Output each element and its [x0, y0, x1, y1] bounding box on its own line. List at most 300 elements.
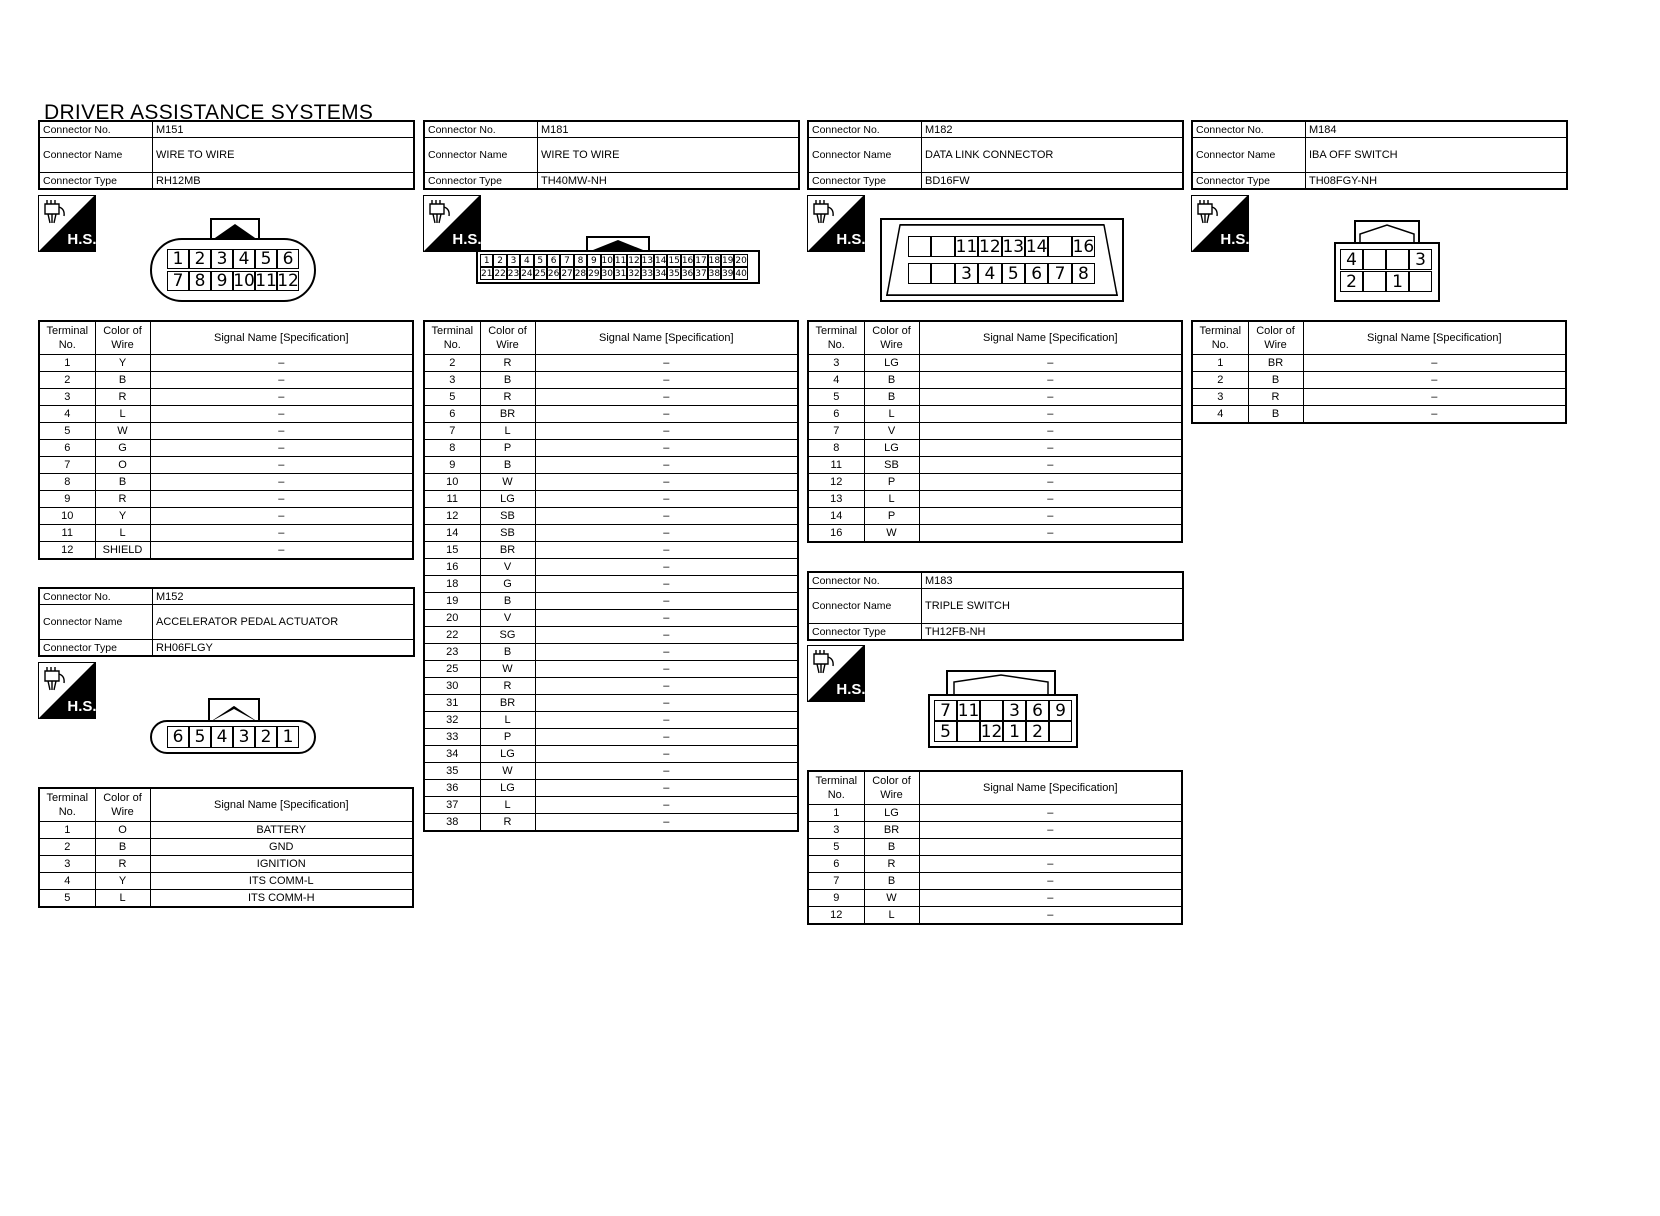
connector-pin: 23 [507, 268, 520, 279]
terminal-no-cell: 16 [808, 525, 864, 543]
connector-pin: 9 [1049, 700, 1072, 721]
connector-pin: 13 [641, 255, 654, 266]
connector-pin: 26 [547, 268, 560, 279]
connector-diagram-m183 [928, 670, 1078, 750]
connector-pin: 2 [493, 254, 506, 267]
connector-pin: 20 [735, 255, 747, 266]
connector-info-m184 [1191, 120, 1568, 190]
wire-color-cell: B [864, 839, 919, 856]
connector-pin: 6 [277, 249, 299, 269]
signal-name-cell: – [535, 627, 798, 644]
connector-pin: 5 [189, 726, 211, 748]
signal-name-cell: – [535, 389, 798, 406]
wire-color-cell: BR [480, 406, 535, 423]
table-row [39, 474, 413, 491]
terminal-no-cell: 12 [808, 474, 864, 491]
table-row [808, 508, 1182, 525]
terminal-no-cell: 1 [808, 805, 864, 822]
connector-pin [1363, 271, 1386, 292]
terminal-no-cell: 20 [424, 610, 480, 627]
signal-name-cell: – [535, 712, 798, 729]
table-row [424, 712, 798, 729]
connector-pin: 22 [494, 268, 506, 279]
table-row [424, 576, 798, 593]
wire-color-cell: G [480, 576, 535, 593]
wire-color-cell: L [480, 712, 535, 729]
signal-name-cell: – [919, 406, 1182, 423]
connector-no-value: M151 [153, 121, 415, 138]
terminal-no-cell: 12 [808, 907, 864, 925]
signal-name-cell: – [535, 372, 798, 389]
terminal-no-cell: 6 [424, 406, 480, 423]
signal-name-header: Signal Name [Specification] [150, 321, 413, 355]
connector-pin: 12 [628, 255, 640, 266]
signal-name-header: Signal Name [Specification] [150, 788, 413, 822]
table-row [424, 525, 798, 542]
connector-pin: 5 [534, 254, 547, 267]
terminal-table-m182 [807, 320, 1183, 543]
signal-name-cell: – [535, 355, 798, 372]
terminal-no-cell: 3 [808, 822, 864, 839]
connector-pin: 4 [978, 263, 1001, 284]
terminal-no-cell: 3 [39, 389, 95, 406]
signal-name-cell: – [535, 406, 798, 423]
signal-name-cell: – [535, 644, 798, 661]
signal-name-cell: – [535, 729, 798, 746]
harness-side-icon [38, 662, 96, 719]
connector-diagram-m182 [880, 218, 1124, 302]
terminal-no-cell: 8 [424, 440, 480, 457]
wire-color-cell: SB [480, 525, 535, 542]
connector-pin: 7 [934, 700, 957, 721]
wire-color-cell: LG [864, 440, 919, 457]
terminal-no-cell: 6 [808, 406, 864, 423]
wire-color-cell: B [864, 389, 919, 406]
wire-color-cell: B [95, 474, 150, 491]
connector-no-value: M183 [922, 572, 1184, 589]
terminal-no-cell: 15 [424, 542, 480, 559]
wire-color-cell: R [480, 389, 535, 406]
connector-info-m181 [423, 120, 800, 190]
connector-pin: 1 [167, 249, 189, 269]
connector-pin: 40 [735, 268, 747, 279]
signal-name-cell: – [150, 525, 413, 542]
wire-color-cell: G [95, 440, 150, 457]
signal-name-cell: – [535, 576, 798, 593]
wire-color-cell: P [480, 440, 535, 457]
signal-name-cell: – [535, 763, 798, 780]
signal-name-cell: – [535, 542, 798, 559]
wire-color-cell: BR [864, 822, 919, 839]
connector-name-label: Connector Name [424, 138, 538, 173]
wire-color-cell: B [95, 839, 150, 856]
connector-pin: 21 [480, 268, 493, 279]
signal-name-cell: – [919, 355, 1182, 372]
signal-name-cell: – [919, 440, 1182, 457]
connector-name-value: WIRE TO WIRE [153, 138, 415, 173]
color-of-wire-header: Color of Wire [864, 771, 919, 805]
hs-label: H.S. [67, 698, 96, 715]
connector-pin: 2 [255, 726, 277, 748]
connector-no-label: Connector No. [424, 121, 538, 138]
connector-pin: 2 [1340, 271, 1363, 292]
connector-no-value: M152 [153, 588, 415, 605]
table-row [39, 822, 413, 839]
wire-color-cell: L [864, 491, 919, 508]
table-row [808, 355, 1182, 372]
wire-color-cell: LG [480, 780, 535, 797]
signal-name-cell: – [150, 355, 413, 372]
connector-pin [957, 721, 980, 742]
connector-name-label: Connector Name [1192, 138, 1306, 173]
connector-name-value: IBA OFF SWITCH [1306, 138, 1568, 173]
table-row [808, 491, 1182, 508]
connector-pin: 3 [211, 249, 233, 269]
terminal-no-cell: 11 [808, 457, 864, 474]
signal-name-cell: – [535, 814, 798, 832]
connector-pin: 32 [628, 268, 640, 279]
connector-pin: 4 [211, 726, 233, 748]
terminal-no-cell: 12 [424, 508, 480, 525]
table-row [424, 746, 798, 763]
connector-pin: 10 [233, 271, 255, 291]
connector-pin [931, 236, 954, 257]
wire-color-cell: B [1248, 406, 1303, 424]
terminal-no-cell: 10 [424, 474, 480, 491]
table-row [424, 593, 798, 610]
connector-pin: 9 [587, 254, 600, 267]
connector-pin: 25 [534, 268, 546, 279]
hs-label: H.S. [836, 681, 865, 698]
signal-name-cell: – [1303, 406, 1566, 424]
terminal-no-header: Terminal No. [808, 771, 864, 805]
table-row [424, 797, 798, 814]
signal-name-cell: – [535, 746, 798, 763]
signal-name-cell: – [150, 406, 413, 423]
terminal-table-m151 [38, 320, 414, 560]
terminal-no-cell: 33 [424, 729, 480, 746]
wire-color-cell: SB [480, 508, 535, 525]
terminal-table-m181 [423, 320, 799, 832]
table-row [808, 457, 1182, 474]
terminal-no-cell: 3 [424, 372, 480, 389]
table-row [1192, 372, 1566, 389]
terminal-no-header: Terminal No. [808, 321, 864, 355]
connector-no-value: M181 [538, 121, 800, 138]
connector-type-value: RH12MB [153, 173, 415, 190]
terminal-no-cell: 1 [1192, 355, 1248, 372]
table-row [39, 372, 413, 389]
connector-pin: 38 [708, 268, 721, 279]
terminal-no-cell: 30 [424, 678, 480, 695]
wire-color-cell: L [95, 525, 150, 542]
terminal-no-cell: 35 [424, 763, 480, 780]
signal-name-cell: – [1303, 372, 1566, 389]
connector-pin [908, 236, 931, 257]
signal-name-cell: – [150, 491, 413, 508]
table-row [39, 406, 413, 423]
terminal-no-cell: 5 [808, 839, 864, 856]
connector-pin: 6 [1026, 700, 1049, 721]
terminal-no-cell: 9 [39, 491, 95, 508]
wire-color-cell: W [864, 890, 919, 907]
table-row [39, 542, 413, 560]
table-row [39, 525, 413, 542]
signal-name-cell: ITS COMM-L [150, 873, 413, 890]
signal-name-cell: – [919, 805, 1182, 822]
wire-color-cell: R [480, 355, 535, 372]
wire-color-cell: SG [480, 627, 535, 644]
page-title: DRIVER ASSISTANCE SYSTEMS [44, 101, 374, 124]
terminal-no-cell: 10 [39, 508, 95, 525]
signal-name-cell: – [535, 423, 798, 440]
connector-name-value: DATA LINK CONNECTOR [922, 138, 1184, 173]
terminal-no-cell: 19 [424, 593, 480, 610]
color-of-wire-header: Color of Wire [95, 321, 150, 355]
wire-color-cell: R [480, 814, 535, 832]
connector-diagram-m184 [1334, 220, 1440, 302]
wire-color-cell: B [480, 372, 535, 389]
connector-pin: 29 [588, 268, 600, 279]
table-row [1192, 406, 1566, 424]
table-row [808, 406, 1182, 423]
table-row [808, 907, 1182, 925]
table-row [424, 678, 798, 695]
signal-name-cell: – [919, 491, 1182, 508]
wire-color-cell: W [864, 525, 919, 543]
table-row [39, 389, 413, 406]
signal-name-cell: – [535, 491, 798, 508]
terminal-no-cell: 5 [39, 890, 95, 908]
table-row [424, 355, 798, 372]
connector-name-label: Connector Name [808, 589, 922, 624]
terminal-no-cell: 25 [424, 661, 480, 678]
connector-pin: 3 [1409, 249, 1432, 270]
signal-name-cell: – [919, 822, 1182, 839]
connector-pin: 17 [695, 255, 707, 266]
table-row [424, 610, 798, 627]
table-row [808, 440, 1182, 457]
terminal-no-cell: 8 [39, 474, 95, 491]
table-row [39, 856, 413, 873]
terminal-no-cell: 31 [424, 695, 480, 712]
connector-type-label: Connector Type [424, 173, 538, 190]
connector-type-value: BD16FW [922, 173, 1184, 190]
wire-color-cell: L [95, 406, 150, 423]
connector-pin: 4 [1340, 249, 1363, 270]
connector-pin: 2 [189, 249, 211, 269]
connector-diagram-m181 [476, 236, 760, 286]
connector-pin: 37 [695, 268, 707, 279]
connector-pin: 7 [560, 254, 573, 267]
wire-color-cell: R [480, 678, 535, 695]
terminal-no-cell: 34 [424, 746, 480, 763]
terminal-no-cell: 22 [424, 627, 480, 644]
signal-name-cell: – [535, 474, 798, 491]
signal-name-cell: – [919, 474, 1182, 491]
connector-type-label: Connector Type [808, 173, 922, 190]
connector-pin [1363, 249, 1386, 270]
connector-pin: 19 [722, 255, 734, 266]
connector-pin: 11 [614, 255, 627, 266]
terminal-no-header: Terminal No. [39, 321, 95, 355]
connector-name-label: Connector Name [808, 138, 922, 173]
wire-color-cell: L [864, 406, 919, 423]
connector-pin: 1 [1003, 721, 1026, 742]
wire-color-cell: R [95, 389, 150, 406]
terminal-no-cell: 32 [424, 712, 480, 729]
connector-no-value: M182 [922, 121, 1184, 138]
table-row [424, 661, 798, 678]
connector-pin: 4 [520, 254, 533, 267]
terminal-no-cell: 2 [424, 355, 480, 372]
terminal-no-cell: 13 [808, 491, 864, 508]
connector-diagram-m151 [150, 218, 318, 304]
signal-name-cell: – [919, 907, 1182, 925]
signal-name-cell: – [919, 389, 1182, 406]
wire-color-cell: R [864, 856, 919, 873]
connector-diagram-m152 [150, 698, 318, 758]
wire-color-cell: Y [95, 508, 150, 525]
table-row [424, 763, 798, 780]
connector-no-label: Connector No. [39, 121, 153, 138]
connector-type-label: Connector Type [39, 640, 153, 657]
connector-name-value: WIRE TO WIRE [538, 138, 800, 173]
terminal-no-cell: 14 [424, 525, 480, 542]
connector-pin: 1 [277, 726, 299, 748]
terminal-no-cell: 6 [39, 440, 95, 457]
wire-color-cell: P [480, 729, 535, 746]
signal-name-header: Signal Name [Specification] [1303, 321, 1566, 355]
wire-color-cell: LG [480, 491, 535, 508]
connector-pin: 8 [1072, 263, 1095, 284]
connector-pin: 8 [189, 271, 211, 291]
terminal-no-cell: 2 [39, 372, 95, 389]
terminal-no-cell: 4 [39, 873, 95, 890]
table-row [808, 873, 1182, 890]
wire-color-cell: P [864, 474, 919, 491]
connector-info-m152 [38, 587, 415, 657]
table-row [424, 474, 798, 491]
wire-color-cell: Y [95, 873, 150, 890]
connector-pin: 10 [601, 255, 613, 266]
table-row [424, 423, 798, 440]
terminal-no-cell: 5 [808, 389, 864, 406]
terminal-no-cell: 7 [39, 457, 95, 474]
wire-color-cell: BR [1248, 355, 1303, 372]
connector-pin: 5 [1002, 263, 1025, 284]
connector-pin: 36 [681, 268, 694, 279]
signal-name-cell [919, 839, 1182, 856]
table-row [424, 644, 798, 661]
table-row [424, 457, 798, 474]
connector-pin [1048, 236, 1071, 257]
wire-color-cell: O [95, 822, 150, 839]
wire-color-cell: B [864, 873, 919, 890]
terminal-no-cell: 1 [39, 355, 95, 372]
signal-name-cell: – [919, 890, 1182, 907]
table-row [424, 406, 798, 423]
signal-name-cell: – [150, 508, 413, 525]
terminal-no-cell: 3 [39, 856, 95, 873]
table-row [39, 457, 413, 474]
wire-color-cell: L [480, 797, 535, 814]
connector-pin: 2 [1026, 721, 1049, 742]
wire-color-cell: LG [864, 805, 919, 822]
signal-name-cell: – [150, 457, 413, 474]
table-row [424, 627, 798, 644]
connector-no-label: Connector No. [1192, 121, 1306, 138]
wire-color-cell: LG [864, 355, 919, 372]
connector-pin [980, 700, 1003, 721]
terminal-no-cell: 3 [808, 355, 864, 372]
terminal-no-cell: 16 [424, 559, 480, 576]
connector-pin: 3 [233, 726, 255, 748]
terminal-no-cell: 36 [424, 780, 480, 797]
table-row [424, 729, 798, 746]
harness-side-icon [1191, 195, 1249, 252]
wire-color-cell: Y [95, 355, 150, 372]
terminal-no-header: Terminal No. [424, 321, 480, 355]
signal-name-cell: – [535, 559, 798, 576]
connector-info-m151 [38, 120, 415, 190]
connector-pin: 1 [480, 254, 493, 267]
connector-name-label: Connector Name [39, 138, 153, 173]
connector-pin: 30 [601, 268, 613, 279]
connector-pin: 1 [1386, 271, 1409, 292]
table-row [808, 474, 1182, 491]
signal-name-cell: – [150, 389, 413, 406]
wire-color-cell: SHIELD [95, 542, 150, 560]
table-row [808, 839, 1182, 856]
connector-pin: 16 [1072, 236, 1095, 257]
wire-color-cell: L [95, 890, 150, 908]
signal-name-cell: – [535, 593, 798, 610]
connector-no-label: Connector No. [808, 572, 922, 589]
connector-pin: 7 [1048, 263, 1071, 284]
connector-pin: 13 [1002, 236, 1025, 257]
terminal-no-cell: 2 [39, 839, 95, 856]
terminal-no-cell: 6 [808, 856, 864, 873]
terminal-no-cell: 11 [424, 491, 480, 508]
wire-color-cell: R [1248, 389, 1303, 406]
table-row [39, 491, 413, 508]
wire-color-cell: B [480, 644, 535, 661]
table-row [424, 440, 798, 457]
table-row [424, 814, 798, 832]
connector-pin: 27 [561, 268, 573, 279]
terminal-no-cell: 9 [808, 890, 864, 907]
connector-no-value: M184 [1306, 121, 1568, 138]
connector-pin: 7 [167, 271, 189, 291]
connector-type-value: TH40MW-NH [538, 173, 800, 190]
wire-color-cell: L [864, 907, 919, 925]
connector-pin: 6 [547, 254, 560, 267]
wire-color-cell: LG [480, 746, 535, 763]
signal-name-cell: – [535, 695, 798, 712]
connector-pin: 16 [681, 255, 694, 266]
connector-pin [1049, 721, 1072, 742]
table-row [808, 822, 1182, 839]
connector-pin: 15 [668, 255, 680, 266]
connector-type-value: TH12FB-NH [922, 624, 1184, 641]
table-row [39, 839, 413, 856]
wire-color-cell: P [864, 508, 919, 525]
table-row [1192, 355, 1566, 372]
table-row [424, 780, 798, 797]
table-row [39, 440, 413, 457]
color-of-wire-header: Color of Wire [1248, 321, 1303, 355]
